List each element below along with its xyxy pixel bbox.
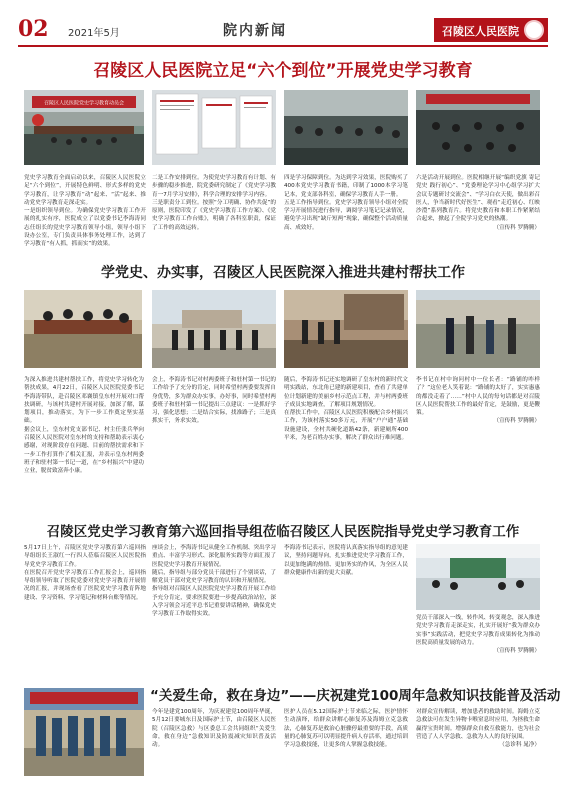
article-2-text-col-1	[24, 376, 144, 512]
article-2-paragraph: 会上，李海涛书记对村两委班子和驻村第一书记的工作给予了充分的肯定，同时希望村两委要发挥自身优势，多为群众办实事，办好事，同时希望村两委班子和驻村第一书记提出三点建议：一是抓好学习，强化思想；二是结合实际，找准路子；三是真抓实干，务求实效。	[152, 377, 276, 425]
article-2-photo-3	[284, 290, 408, 368]
section-title: 院内新闻	[223, 23, 287, 39]
article-1-text-col-2	[152, 174, 276, 256]
header-rule	[18, 45, 548, 47]
article-1-photo-1-banner: 召陵区人民医院党史学习教育动员会	[43, 100, 125, 107]
article-3-text-col-2	[152, 544, 276, 674]
article-1-paragraph: 党史学习教育全面启动以来，召陵区人民医院立足“六个到位”，开展特色鲜明、形式多样的党史学习教育，让学习教育“动”起来、“活”起来、推动党史学习教育走深走实。	[24, 175, 146, 206]
hospital-seal-icon	[524, 20, 544, 40]
article-2-text-col-3	[284, 376, 408, 512]
article-2-paragraph: 为深入推进共建村帮扶工作，将党史学习转化为帮扶成果，4月22日，召陵区人民医院党委书记李海涛带队，赴召陵区邓襄镇皇东村开展对口帮扶调研，与该村共建村开展对接，加深了解，谋划项目，推动落实，为下一步工作奠定坚实基础。	[24, 377, 144, 425]
article-1-text-col-3	[284, 174, 408, 256]
page-number: 02	[18, 16, 49, 42]
article-2-photo-4	[416, 290, 540, 368]
hospital-masthead	[434, 18, 548, 42]
article-3-paragraph: 党员干部深入一线，转作风、转变观念，深入推进党史学习教育走深走实，扎实开展好“我为群众办实事”实践活动，把党史学习教育成果转化为推动医院高质量发展的动力。	[416, 615, 540, 646]
hospital-name: 召陵区人民医院	[442, 25, 519, 38]
article-1-paragraph: 三是职责分工到位。按照“分工明确、协作共促”的原则，医院印发了《党史学习教育工作方案》、《党史学习教育工作台账》，明确了各科室职责，保证了工作的高效运转。	[152, 199, 276, 231]
article-1-paragraph: 一是组织领导到位。为确保党史学习教育工作开展的扎实有序，医院成立了以党委书记李海涛同志任组长的党史学习教育领导小组，领导小组下设办公室，专门负责具体事务处理工作，达到了学习教育“有人抓，抓而实”的效果。	[24, 208, 146, 248]
article-4-paragraph: 今年是建党100周年，为庆祝建党100周年华诞，5月12日要城东日及国际护士节，由召陵区人民医院（召陵区急救）与区委总工会共同组织“关爱生命，救在身边”急救知识及防震减灾知识普及活动。	[152, 709, 276, 749]
article-3-text-col-3	[284, 544, 408, 674]
article-2-paragraph: 随后，李海涛书记还实地调研了皇东村的新时代文明实践站，东北角已建的新建项目，查看了共建单位计划新建的美丽乡村示范点工程，并与村两委班子成员实地调查，了解项目规划情况。	[284, 377, 408, 408]
page-header	[18, 16, 548, 46]
article-1-paragraph: 四是学习保障到位。为达到学习效果，医院购买了400本党史学习教育书籍，印制了1000本学习笔记本，党支部各科室，确保学习教育人手一册。	[284, 175, 408, 198]
article-2-paragraph: 在帮扶工作中，召陵区人民医院积极配合乡村振兴工作，为该村落实50多万元，开展“户户通”基础设施建设，全村共硬化道路42条，新建厕所400平米，为老百姓办实事，解决了群众出行难问题。	[284, 410, 408, 442]
article-4-title: “关爱生命，救在身边”——庆祝建党100周年急救知识技能普及活动	[150, 688, 561, 704]
article-1-paragraph: 五是工作指导到位。党史学习教育领导小组对全院学习开展情况进行指导，调阅学习笔记记录情况，避免学习出现“缺斤短两”现象，确保整个活动质量高、成效好。	[284, 199, 408, 231]
article-3-text-col-4	[416, 614, 540, 676]
issue-date: 2021年5月	[68, 28, 120, 39]
article-1-paragraph: 六是活动开展到位。医院相继开展“编织党旗 寄记党史 践行初心”、“党委理论学习中心组学习扩大会议专题研讨交流会”、“学习白衣天使，做出彩召医人，争当新时代好医生”、观看“走近初心、红映沙澧”系列教育片。将党史教育和本职工作紧紧结合起来，掀起了全院学习党史的热潮。	[416, 175, 540, 223]
article-4-text-col-2	[284, 708, 408, 788]
article-3-photo	[416, 544, 540, 610]
article-1-paragraph: 二是工作安排到位。为使党史学习教育有计划、有步骤的稳步推进，院党委研究制定了《党史学习教育一7月学习安排》，科学合理的安排学习内容。	[152, 175, 276, 198]
article-3-paragraph: 李海涛书记表示，医院将认真落实指导组的意见建议，坚持问题导向，扎实推进党史学习教育工作，以更加饱满的热情、更加务实的作风，为全区人民群众健康作出新的更大贡献。	[284, 545, 408, 576]
article-1-text-col-4	[416, 174, 540, 256]
article-4-text-col-1	[152, 708, 276, 788]
article-2-byline: （宣传科 罗腾腾）	[493, 418, 540, 425]
article-3-paragraph: 在医院召开党史学习教育工作汇报会上，巡回指导组领导听取了医院党委对党史学习教育开展情况的汇报，并现场查看了医院党史学习教育阵地建设、学习资料、学习笔记和材料台账等情况。	[24, 569, 146, 601]
article-4-paragraph: 对群众宣传解读，增加患者的救助时间。海姆立克急救法可在发生异物卡喉窒息时应用，为拯救生命赢得宝贵时间。增强群众自救互救能力，也为社会营造了人人学急救、急救为人人的良好氛围。	[416, 709, 540, 740]
article-2-photo-2	[152, 290, 276, 368]
article-3-paragraph: 5月17日上午，召陵区党史学习教育第六巡回指导组组长王淑红一行四人莅临召陵区人民医院指导党史学习教育工作。	[24, 545, 146, 568]
article-3-text-col-1	[24, 544, 146, 674]
article-4-paragraph: 医护人员在5.12国际护士节来临之际，医护情怀生动演绎，给群众讲解心肺复苏及海姆立克急救法，心肺复苏是救治心脏骤停最重要的手段，高质量的心肺复苏可以明显提升病人存活率，通过培训学习急救技能，让更多的人掌握急救技能。	[284, 709, 408, 749]
article-2-photo-1	[24, 290, 142, 368]
article-3-byline: （宣传科 罗腾腾）	[493, 648, 540, 655]
article-1-text-col-1	[24, 174, 146, 256]
article-3-paragraph: 随后，指导组与部分党员干部进行了个别谈话，了解党员干部对党史学习教育的认识和开展情况。	[152, 569, 276, 585]
article-4-text-col-3	[416, 708, 540, 788]
article-2-text-col-2	[152, 376, 276, 512]
article-3-paragraph: 指导组对召陵区人民医院党史学习教育开展工作给予充分肯定，要求医院要进一步提高政治站位，深入学习领会习近平总书记重要讲话精神，确保党史学习教育工作取得实效。	[152, 586, 276, 618]
article-4-photo	[24, 688, 144, 776]
article-1-photo-1	[24, 90, 144, 165]
article-4-byline: （急诊科 晁净）	[499, 742, 540, 749]
article-2-paragraph: 李书记在村中询问村中一位长者：“路铺的咋样了？”这位老人笑着说：“路铺的太好了，实实惠惠的都没走着了……”村中人民的每句话都是对召陵区人民医院帮扶工作的最好肯定，是鼓励，更是鞭策。	[416, 377, 540, 417]
article-2-paragraph: 据会议上，皇东村党支部书记、村主任张兵华向召陵区人民医院对皇东村的支持和帮助表示衷心感谢，对现阶段存在问题、目前的帮扶需求和下一步工作打算作了相关汇报，并表示皇东村两委班子和驻村第一书记一道，在“乡村振兴”中建功立业，脱贫致富奔小康。	[24, 426, 144, 475]
article-1-title: 召陵区人民医院立足“六个到位”开展党史学习教育	[93, 61, 473, 81]
article-3-paragraph: 座谈会上，李海涛书记从健全工作机制、突出学习重点、丰富学习形式、深化服务实践等方面汇报了医院党史学习教育开展情况。	[152, 545, 276, 568]
article-2-title: 学党史、办实事，召陵区人民医院深入推进共建村帮扶工作	[101, 265, 465, 281]
article-2-text-col-4	[416, 376, 540, 512]
article-1-photo-3	[284, 90, 408, 165]
article-3-title: 召陵区党史学习教育第六巡回指导组莅临召陵区人民医院指导党史学习教育工作	[46, 524, 520, 540]
article-1-photo-2	[152, 90, 276, 165]
article-1-photo-4	[416, 90, 540, 165]
article-1-byline: （宣传科 罗腾腾）	[493, 224, 540, 231]
